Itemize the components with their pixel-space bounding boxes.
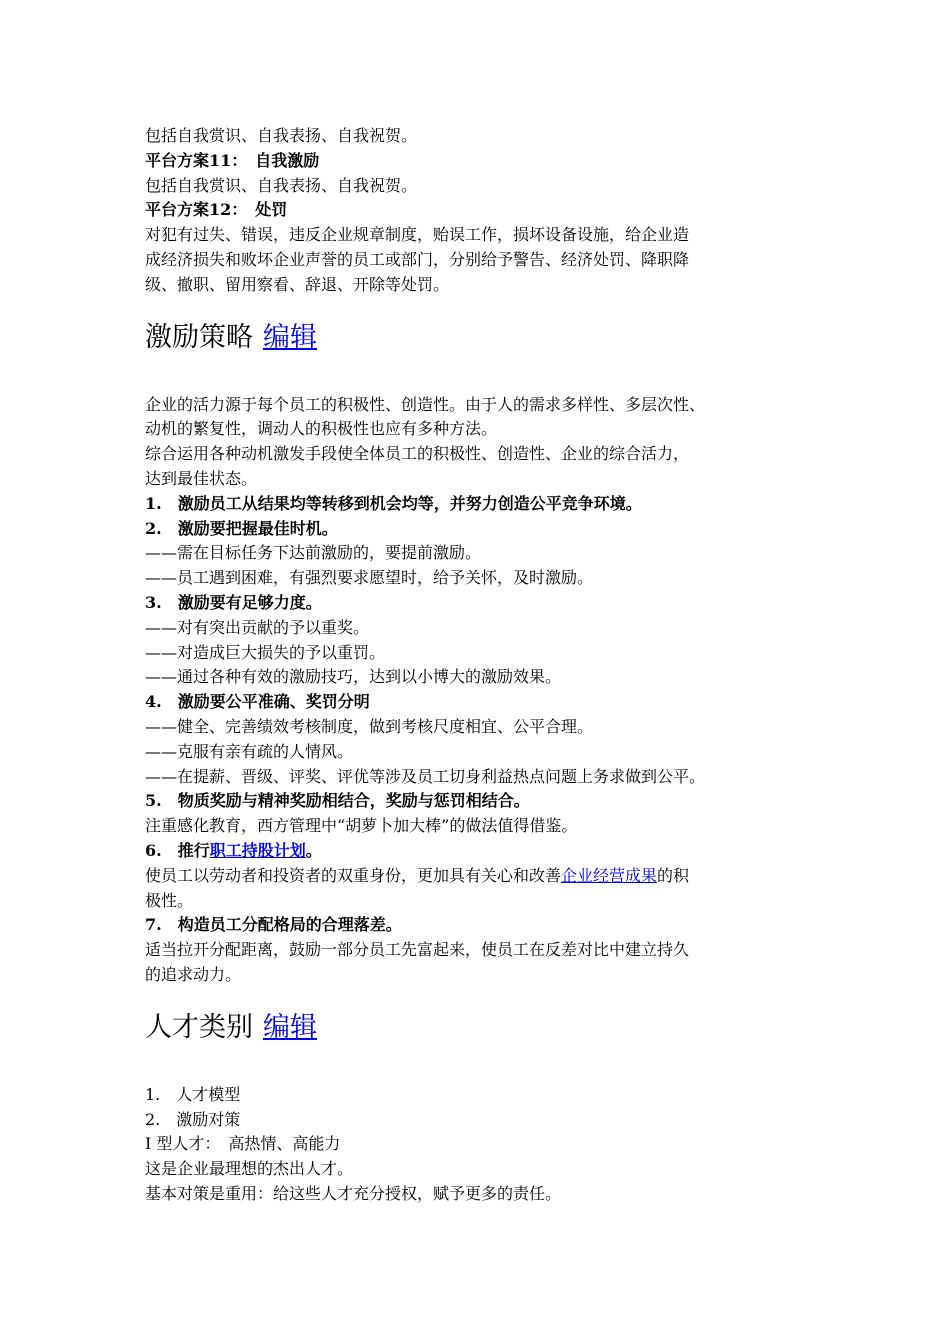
text-line: ——在提薪、晋级、评奖、评优等涉及员工切身利益热点问题上务求做到公平。	[145, 766, 706, 786]
heading-title: 激励策略	[145, 321, 253, 353]
strategy-item-1: 1. 激励员工从结果均等转移到机会均等，并努力创造公平竞争环境。	[145, 493, 642, 513]
employee-stock-plan-link[interactable]: 职工持股计划	[209, 840, 306, 860]
document-page	[145, 124, 825, 1207]
text-line: 基本对策是重用：给这些人才充分授权，赋予更多的责任。	[145, 1183, 562, 1203]
item-prefix: 6. 推行	[145, 840, 210, 860]
strategy-item-7: 7. 构造员工分配格局的合理落差。	[145, 915, 402, 935]
plan-12-heading: 平台方案12： 处罚	[145, 200, 288, 220]
text-line: 级、撤职、留用察看、辞退、开除等处罚。	[145, 274, 450, 294]
previous-section	[145, 124, 825, 298]
text-line: 这是企业最理想的杰出人才。	[145, 1159, 354, 1179]
strategy-section	[145, 393, 825, 988]
strategy-item-6	[145, 839, 825, 864]
text-line: 包括自我赏识、自我表扬、自我祝贺。	[145, 126, 418, 145]
text-line: 成经济损失和败坏企业声誉的员工或部门，分别给予警告、经济处罚、降职降	[145, 249, 690, 269]
text-fragment: 使员工以劳动者和投资者的双重身份，更加具有关心和改善	[145, 865, 562, 885]
edit-link[interactable]: 编辑	[263, 321, 317, 353]
text-line: 企业的活力源于每个员工的积极性、创造性。由于人的需求多样性、多层次性、	[145, 394, 706, 414]
strategy-item-3: 3. 激励要有足够力度。	[145, 592, 322, 612]
heading-title: 人才类别	[145, 1011, 253, 1043]
text-line: Ⅰ 型人才： 高热情、高能力	[145, 1134, 341, 1154]
text-line: ——需在目标任务下达前激励的，要提前激励。	[145, 543, 482, 563]
text-line: 的追求动力。	[145, 964, 242, 984]
edit-link[interactable]: 编辑	[263, 1011, 317, 1043]
talent-section	[145, 1083, 825, 1207]
text-line: 2. 激励对策	[145, 1109, 241, 1129]
section-heading-strategy	[145, 318, 825, 358]
text-line: ——对造成巨大损失的予以重罚。	[145, 642, 386, 662]
section-heading-talent	[145, 1008, 825, 1048]
strategy-item-5: 5. 物质奖励与精神奖励相结合，奖励与惩罚相结合。	[145, 791, 530, 811]
text-line: ——通过各种有效的激励技巧，达到以小博大的激励效果。	[145, 667, 562, 687]
text-line: ——克服有亲有疏的人情风。	[145, 741, 354, 761]
text-line: ——对有突出贡献的予以重奖。	[145, 617, 370, 637]
text-line: 包括自我赏识、自我表扬、自我祝贺。	[145, 175, 418, 195]
text-line: ——员工遇到困难，有强烈要求愿望时，给予关怀，及时激励。	[145, 568, 594, 588]
text-line: 适当拉开分配距离，鼓励一部分员工先富起来，使员工在反差对比中建立持久	[145, 940, 690, 960]
text-fragment: 的积	[657, 865, 690, 885]
strategy-item-4: 4. 激励要公平准确、奖罚分明	[145, 692, 370, 712]
strategy-item-2: 2. 激励要把握最佳时机。	[145, 518, 338, 538]
text-line: ——健全、完善绩效考核制度，做到考核尺度相宜、公平合理。	[145, 716, 594, 736]
text-line: 1. 人才模型	[145, 1084, 241, 1104]
text-line: 动机的繁复性，调动人的积极性也应有多种方法。	[145, 419, 498, 439]
text-line	[145, 864, 825, 889]
text-line: 对犯有过失、错误，违反企业规章制度，贻误工作，损坏设备设施，给企业造	[145, 225, 690, 245]
business-results-link[interactable]: 企业经营成果	[561, 865, 658, 885]
item-suffix: 。	[305, 840, 322, 860]
text-line: 综合运用各种动机激发手段使全体员工的积极性、创造性、企业的综合活力，	[145, 444, 690, 464]
text-line: 注重感化教育，西方管理中“胡萝卜加大棒”的做法值得借鉴。	[145, 816, 578, 836]
plan-11-heading: 平台方案11： 自我激励	[145, 150, 320, 170]
text-line: 极性。	[145, 890, 194, 910]
text-line: 达到最佳状态。	[145, 468, 258, 488]
